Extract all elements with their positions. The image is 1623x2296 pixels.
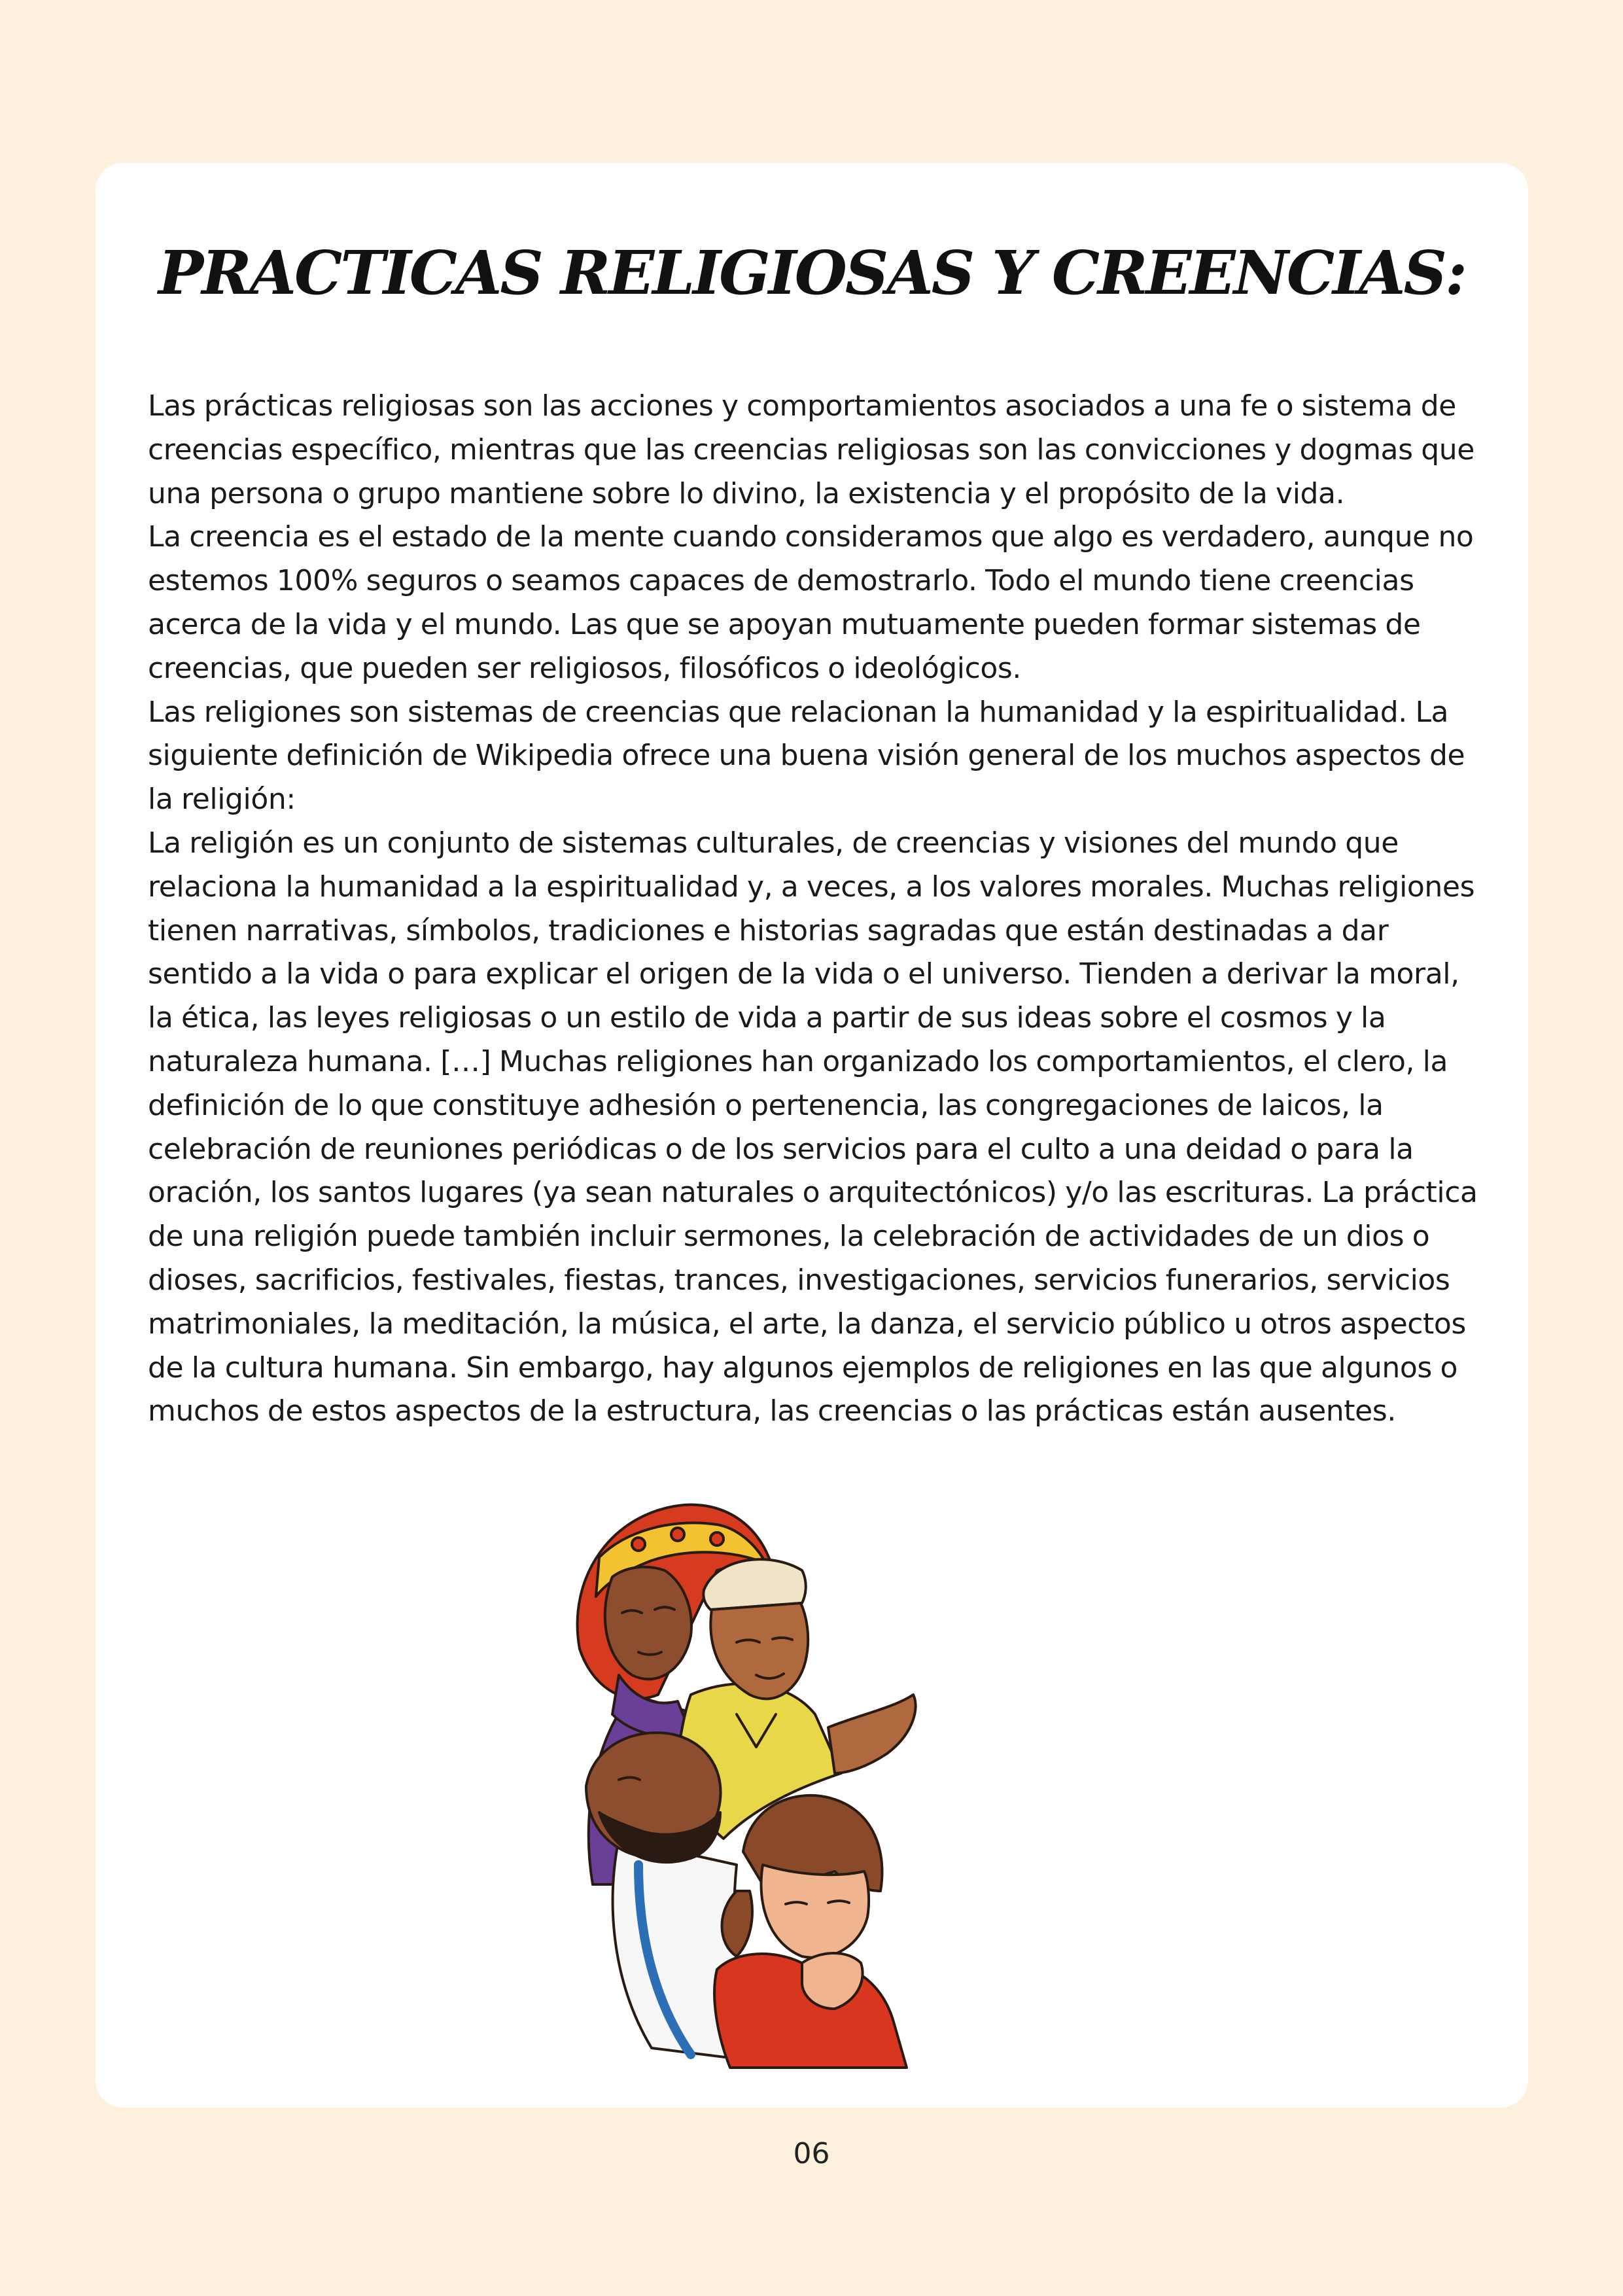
body-line: sentido a la vida o para explicar el origen de la vida o el universo. Tienden a derivar la moral, [148, 957, 1459, 991]
body-line: Las religiones son sistemas de creencias que relacionan la humanidad y la espiritualidad. La [148, 695, 1449, 729]
body-line: naturaleza humana. […] Muchas religiones han organizado los comportamientos, el clero, la [148, 1044, 1448, 1078]
body-line: la ética, las leyes religiosas o un estilo de vida a partir de sus ideas sobre el cosmos y la [148, 1001, 1386, 1035]
page-title: PRACTICAS RELIGIOSAS Y CREENCIAS: [158, 238, 1465, 308]
body-line: la religión: [148, 783, 296, 817]
body-line: creencias específico, mientras que las creencias religiosas son las convicciones y dogmas que [148, 433, 1475, 467]
content-card [96, 163, 1528, 2108]
body-line: muchos de estos aspectos de la estructura, las creencias o las prácticas están ausentes. [148, 1394, 1396, 1428]
body-line: definición de lo que constituye adhesión o pertenencia, las congregaciones de laicos, la [148, 1088, 1384, 1122]
body-line: matrimoniales, la meditación, la música, el arte, la danza, el servicio público u otros aspectos [148, 1307, 1466, 1341]
body-line: oración, los santos lugares (ya sean naturales o arquitectónicos) y/o las escrituras. La práctica [148, 1176, 1478, 1210]
body-line: una persona o grupo mantiene sobre lo divino, la existencia y el propósito de la vida. [148, 476, 1345, 510]
body-line: relaciona la humanidad a la espiritualidad y, a veces, a los valores morales. Muchas religiones [148, 870, 1475, 904]
body-line: dioses, sacrificios, festivales, fiestas, trances, investigaciones, servicios funerarios, servicios [148, 1263, 1450, 1297]
praying-people-illustration [540, 1498, 998, 2074]
body-line: Las prácticas religiosas son las acciones y comportamientos asociados a una fe o sistema de [148, 389, 1456, 423]
body-line: tienen narrativas, símbolos, tradiciones e historias sagradas que están destinadas a dar [148, 913, 1389, 947]
body-line: creencias, que pueden ser religiosos, filosóficos o ideológicos. [148, 651, 1021, 685]
body-text [148, 385, 1495, 1434]
body-line: estemos 100% seguros o seamos capaces de demostrarlo. Todo el mundo tiene creencias [148, 564, 1414, 598]
body-line: de la cultura humana. Sin embargo, hay algunos ejemplos de religiones en las que algunos o [148, 1351, 1457, 1385]
body-line: La creencia es el estado de la mente cuando consideramos que algo es verdadero, aunque no [148, 520, 1474, 554]
body-line: acerca de la vida y el mundo. Las que se apoyan mutuamente pueden formar sistemas de [148, 607, 1421, 641]
body-line: de una religión puede también incluir sermones, la celebración de actividades de un dios o [148, 1220, 1430, 1254]
body-line: siguiente definición de Wikipedia ofrece una buena visión general de los muchos aspectos de [148, 739, 1465, 773]
body-line: celebración de reuniones periódicas o de los servicios para el culto a una deidad o para la [148, 1132, 1414, 1166]
page-number: 06 [793, 2137, 830, 2170]
body-line: La religión es un conjunto de sistemas culturales, de creencias y visiones del mundo que [148, 826, 1399, 860]
